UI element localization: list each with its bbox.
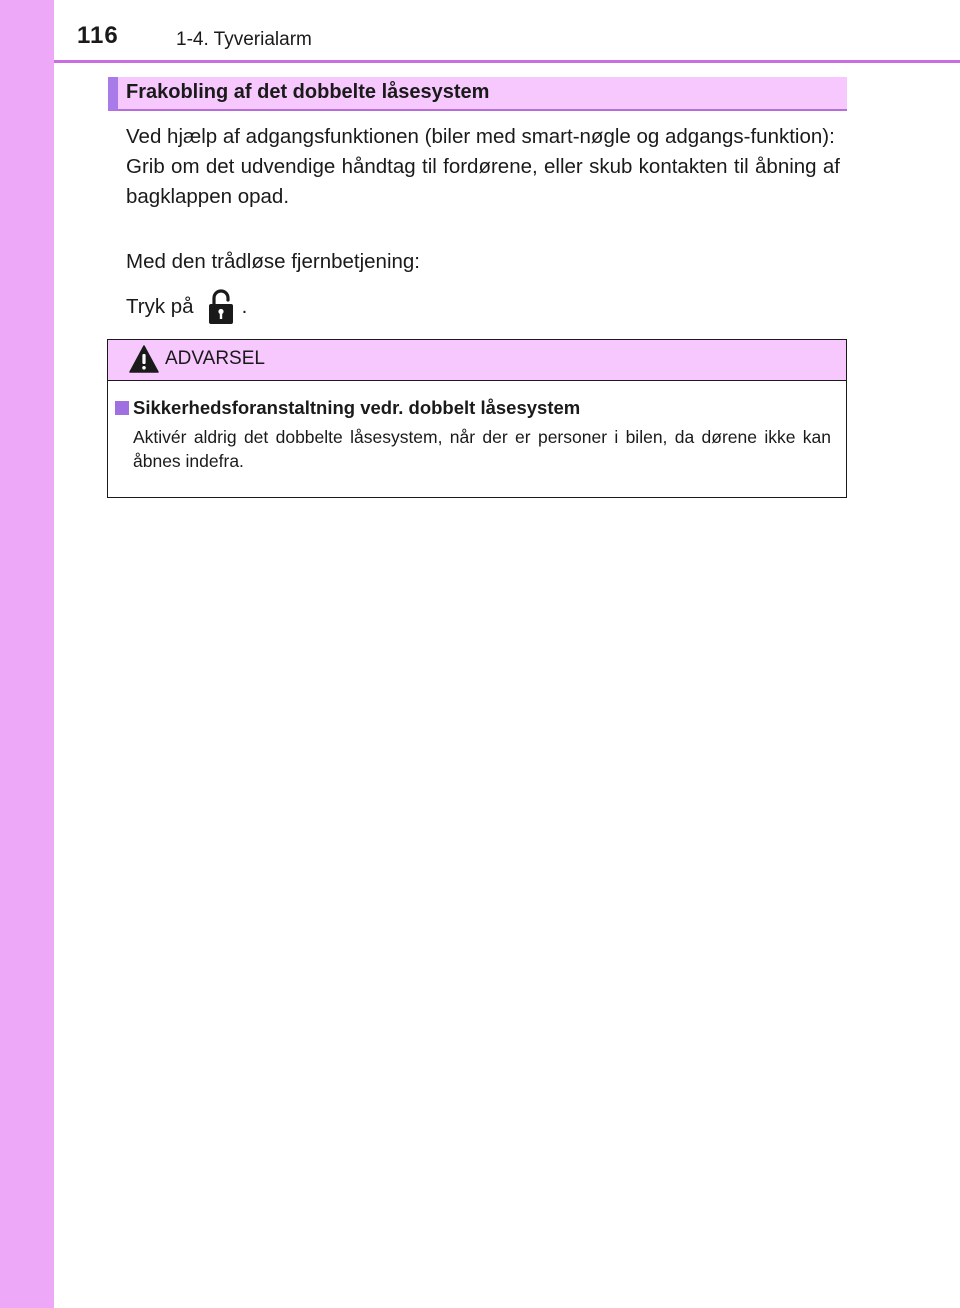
instruction-paragraph [126,122,840,212]
section-title: 1-4. Tyverialarm [176,29,312,50]
side-color-strip [0,0,54,1308]
page-number: 116 [77,22,119,49]
warning-box [107,339,847,498]
bullet-square-icon [115,401,129,415]
press-instruction [126,289,840,325]
warning-triangle-icon [128,344,160,374]
warning-label: ADVARSEL [165,348,265,369]
press-prefix: Tryk på [126,295,194,318]
header-divider [54,60,960,63]
section-heading: Frakobling af det dobbelte låsesystem [126,81,490,103]
warning-subheading [115,397,580,419]
instruction-line-handle: Grib om det udvendige håndtag til fordørene, eller skub kontakten til åbning af bagklappen opad. [126,155,840,208]
instruction-line-smart-key: Ved hjælp af adgangsfunktionen (biler med smart-nøgle og adgangs-funktion): [126,125,835,148]
unlock-icon [206,289,236,325]
warning-subheading-text: Sikkerhedsforanstaltning vedr. dobbelt låsesystem [133,397,581,418]
warning-body: Aktivér aldrig det dobbelte låsesystem, når der er personer i bilen, da dørene ikke kan åbnes indefra. [133,427,831,471]
section-heading-bar [108,77,847,111]
remote-instruction: Med den trådløse fjernbetjening: [126,250,421,273]
warning-header [108,340,846,381]
press-suffix: . [241,295,248,318]
